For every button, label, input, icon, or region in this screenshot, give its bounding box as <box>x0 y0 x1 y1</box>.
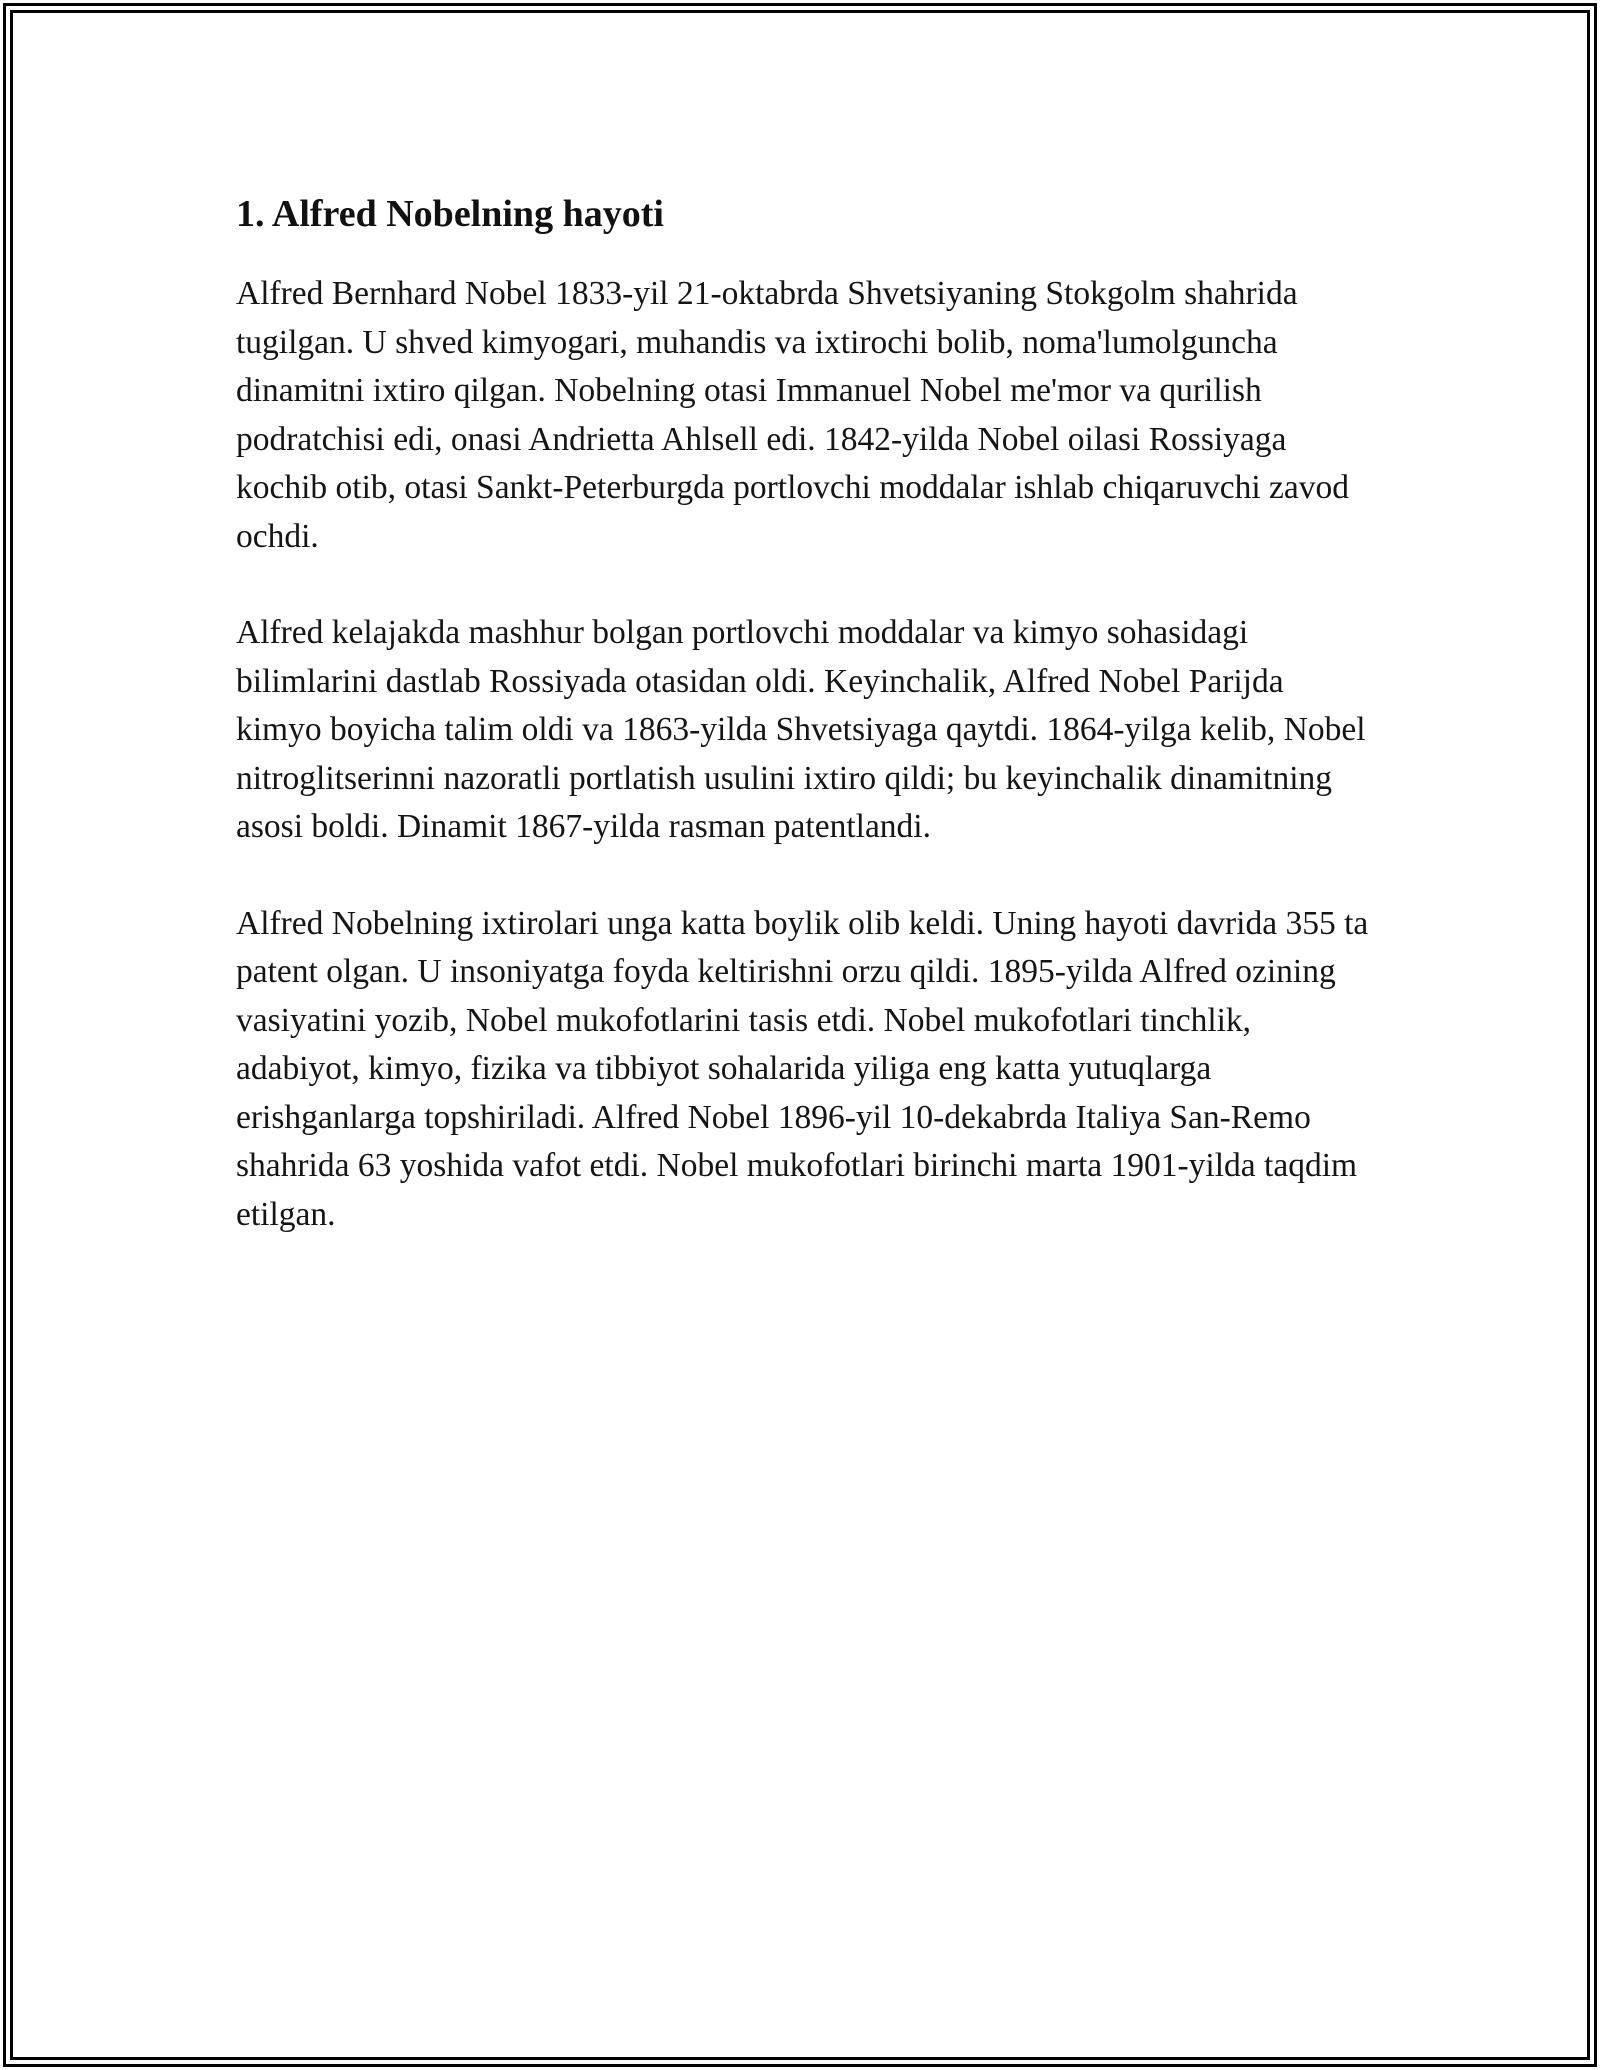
section-heading: 1. Alfred Nobelning hayoti <box>236 193 664 235</box>
paragraph-2: Alfred kelajakda mashhur bolgan portlovchi moddalar va kimyo sohasidagi bilimlarini dastlab Rossiyada otasidan oldi. Keyinchalik, Alfred Nobel Parijda kimyo boyicha talim oldi va 1863-yilda Shvetsiyaga qaytdi. 1864-yilga kelib, Nobel nitroglitserinni nazoratli portlatish usulini ixtiro qildi; bu keyinchalik dinamitning asosi boldi. Dinamit 1867-yilda rasman patentlandi. <box>236 614 1366 845</box>
document-body <box>236 186 1376 1287</box>
paragraph-3: Alfred Nobelning ixtirolari unga katta boylik olib keldi. Uning hayoti davrida 355 ta patent olgan. U insoniyatga foyda keltirishni orzu qildi. 1895-yilda Alfred ozining vasiyatini yozib, Nobel mukofotlarini tasis etdi. Nobel mukofotlari tinchlik, adabiyot, kimyo, fizika va tibbiyot sohalarida yiliga eng katta yutuqlarga erishganlarga topshiriladi. Alfred Nobel 1896-yil 10-dekabrda Italiya San-Remo shahrida 63 yoshida vafot etdi. Nobel mukofotlari birinchi marta 1901-yilda taqdim etilgan. <box>236 904 1369 1233</box>
paragraph-1: Alfred Bernhard Nobel 1833-yil 21-oktabrda Shvetsiyaning Stokgolm shahrida tugilgan. U shved kimyogari, muhandis va ixtirochi bolib, noma'lumolguncha dinamitni ixtiro qilgan. Nobelning otasi Immanuel Nobel me'mor va qurilish podratchisi edi, onasi Andrietta Ahlsell edi. 1842-yilda Nobel oilasi Rossiyaga kochib otib, otasi Sankt-Peterburgda portlovchi moddalar ishlab chiqaruvchi zavod ochdi. <box>236 275 1349 555</box>
